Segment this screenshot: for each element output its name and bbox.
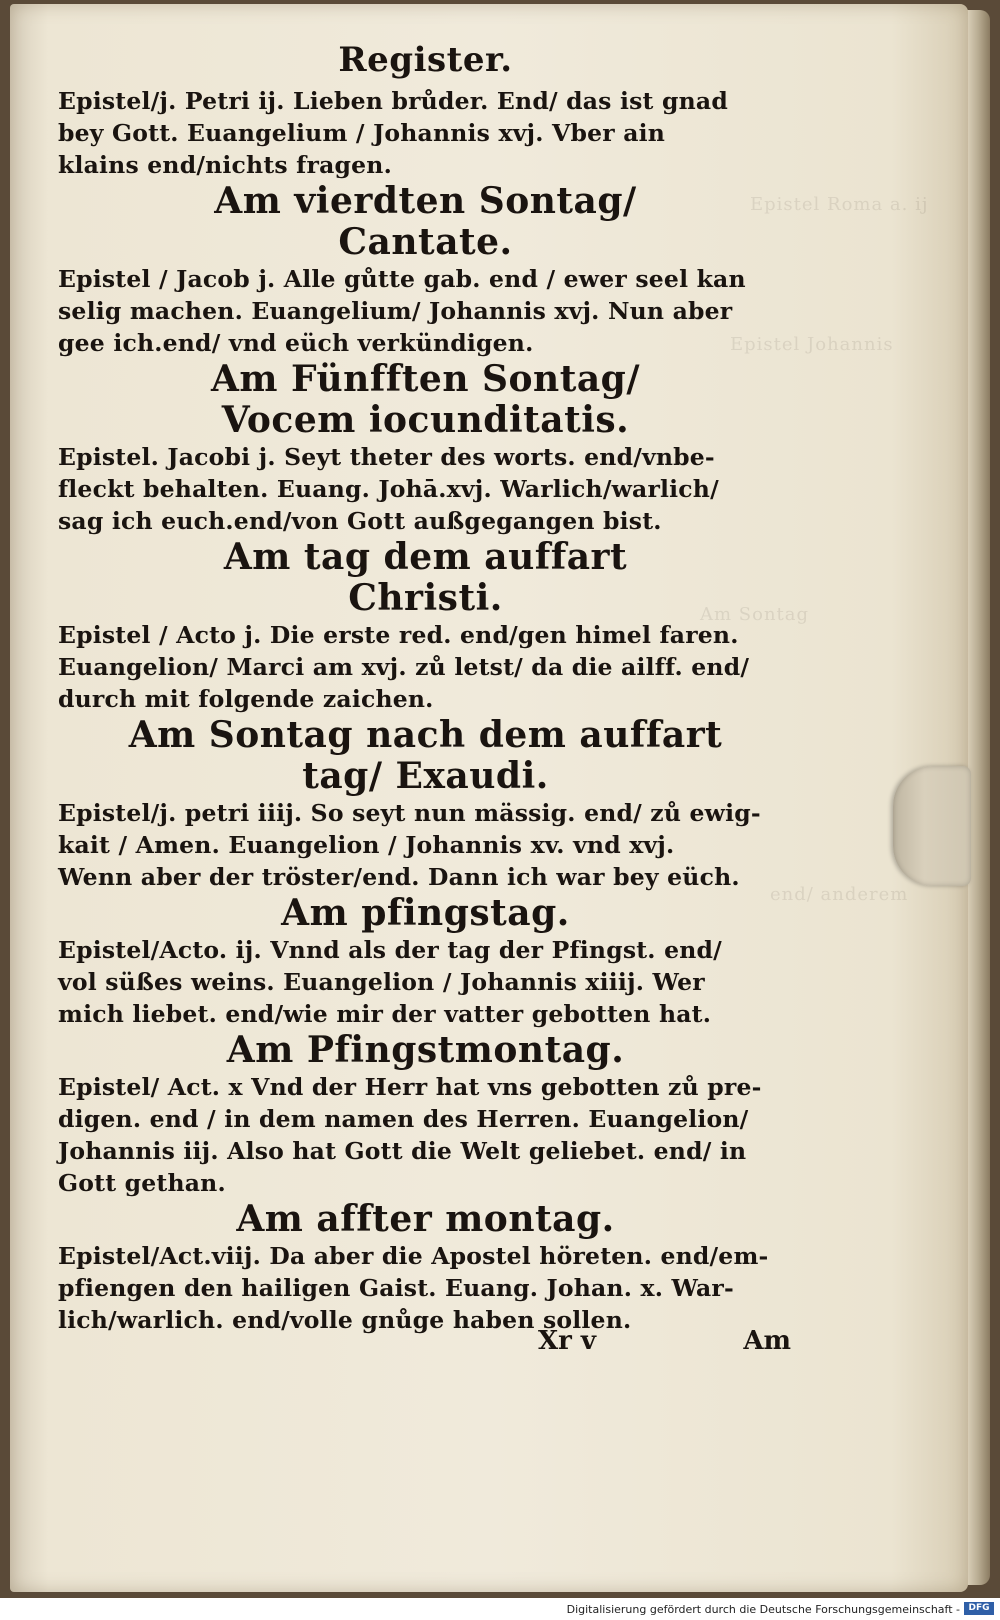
section-heading: Vocem iocunditatis. bbox=[221, 399, 630, 441]
section-heading: Christi. bbox=[348, 577, 503, 619]
section-6 bbox=[58, 893, 793, 1030]
paragraph bbox=[58, 1240, 793, 1336]
paragraph bbox=[58, 441, 793, 537]
section-1 bbox=[58, 85, 793, 181]
text-line: Gott gethan. bbox=[58, 1169, 226, 1197]
text-line: gee ich.end/ vnd eüch verkündigen. bbox=[58, 329, 534, 357]
paragraph bbox=[58, 797, 793, 893]
text-line: Euangelion/ Marci am xvj. zů letst/ da die ailff. end/ bbox=[58, 653, 750, 681]
text-line: lich/warlich. end/volle gnůge haben sollen. bbox=[58, 1306, 632, 1334]
text-line: Epistel/j. petri iiij. So seyt nun mässig. end/ zů ewig- bbox=[58, 799, 761, 827]
section-2 bbox=[58, 181, 793, 359]
text-line: Wenn aber der tröster/end. Dann ich war bey eüch. bbox=[58, 863, 740, 891]
text-line: Epistel/Act.viij. Da aber die Apostel höreten. end/em- bbox=[58, 1242, 769, 1270]
text-line: Epistel/ Act. x Vnd der Herr hat vns gebotten zů pre- bbox=[58, 1073, 762, 1101]
text-line: kait / Amen. Euangelion / Johannis xv. vnd xvj. bbox=[58, 831, 675, 859]
show-through-text: end/ anderem bbox=[770, 884, 909, 905]
paragraph bbox=[58, 934, 793, 1030]
section-heading: Am pfingstag. bbox=[281, 892, 570, 934]
section-heading: Cantate. bbox=[338, 221, 513, 263]
catchword: Am bbox=[743, 1326, 791, 1356]
text-line: pfiengen den hailigen Gaist. Euang. Johan. x. War- bbox=[58, 1274, 734, 1302]
dfg-logo: DFG bbox=[964, 1602, 994, 1615]
section-heading: Am Fünfften Sontag/ bbox=[210, 358, 640, 400]
section-4 bbox=[58, 537, 793, 715]
paragraph bbox=[58, 85, 793, 181]
text-line: klains end/nichts fragen. bbox=[58, 151, 392, 179]
section-heading: Am vierdten Sontag/ bbox=[214, 180, 637, 222]
text-line: Epistel/j. Petri ij. Lieben brůder. End/ das ist gnad bbox=[58, 87, 728, 115]
show-through-text: Epistel Johannis bbox=[730, 334, 894, 355]
section-7 bbox=[58, 1030, 793, 1199]
footer-credit: Digitalisierung gefördert durch die Deutsche Forschungsgemeinschaft - bbox=[566, 1603, 960, 1616]
page-clip bbox=[893, 766, 971, 886]
text-line: sag ich euch.end/von Gott außgegangen bist. bbox=[58, 507, 662, 535]
text-line: Johannis iij. Also hat Gott die Welt geliebet. end/ in bbox=[58, 1137, 747, 1165]
paragraph bbox=[58, 263, 793, 359]
section-8 bbox=[58, 1199, 793, 1336]
page-foot bbox=[58, 1326, 793, 1366]
text-line: vol süßes weins. Euangelion / Johannis xiiij. Wer bbox=[58, 968, 705, 996]
text-line: durch mit folgende zaichen. bbox=[58, 685, 434, 713]
text-line: Epistel / Acto j. Die erste red. end/gen himel faren. bbox=[58, 621, 739, 649]
paragraph bbox=[58, 1071, 793, 1199]
section-heading: Am Sontag nach dem auffart bbox=[128, 714, 723, 756]
register-text-block bbox=[58, 40, 793, 1336]
text-line: mich liebet. end/wie mir der vatter gebotten hat. bbox=[58, 1000, 712, 1028]
running-head: Register. bbox=[338, 40, 513, 80]
text-line: Epistel. Jacobi j. Seyt theter des worts. end/vnbe- bbox=[58, 443, 715, 471]
section-heading: Am tag dem auffart bbox=[223, 536, 628, 578]
text-line: digen. end / in dem namen des Herren. Euangelion/ bbox=[58, 1105, 749, 1133]
show-through-text: Am Sontag bbox=[700, 604, 810, 625]
section-heading: tag/ Exaudi. bbox=[302, 755, 549, 797]
digitization-footer bbox=[0, 1598, 1000, 1620]
text-line: Epistel/Acto. ij. Vnnd als der tag der Pfingst. end/ bbox=[58, 936, 722, 964]
text-line: bey Gott. Euangelium / Johannis xvj. Vber ain bbox=[58, 119, 666, 147]
paragraph bbox=[58, 619, 793, 715]
section-heading: Am Pfingstmontag. bbox=[226, 1029, 625, 1071]
signature-mark: Xr v bbox=[538, 1326, 597, 1356]
text-line: fleckt behalten. Euang. Johā.xvj. Warlich/warlich/ bbox=[58, 475, 719, 503]
text-line: Epistel / Jacob j. Alle gůtte gab. end / ewer seel kan bbox=[58, 265, 746, 293]
text-line: selig machen. Euangelium/ Johannis xvj. Nun aber bbox=[58, 297, 733, 325]
section-3 bbox=[58, 359, 793, 537]
show-through-text: Epistel Roma a. ij bbox=[750, 194, 929, 215]
section-5 bbox=[58, 715, 793, 893]
section-heading: Am affter montag. bbox=[236, 1198, 615, 1240]
